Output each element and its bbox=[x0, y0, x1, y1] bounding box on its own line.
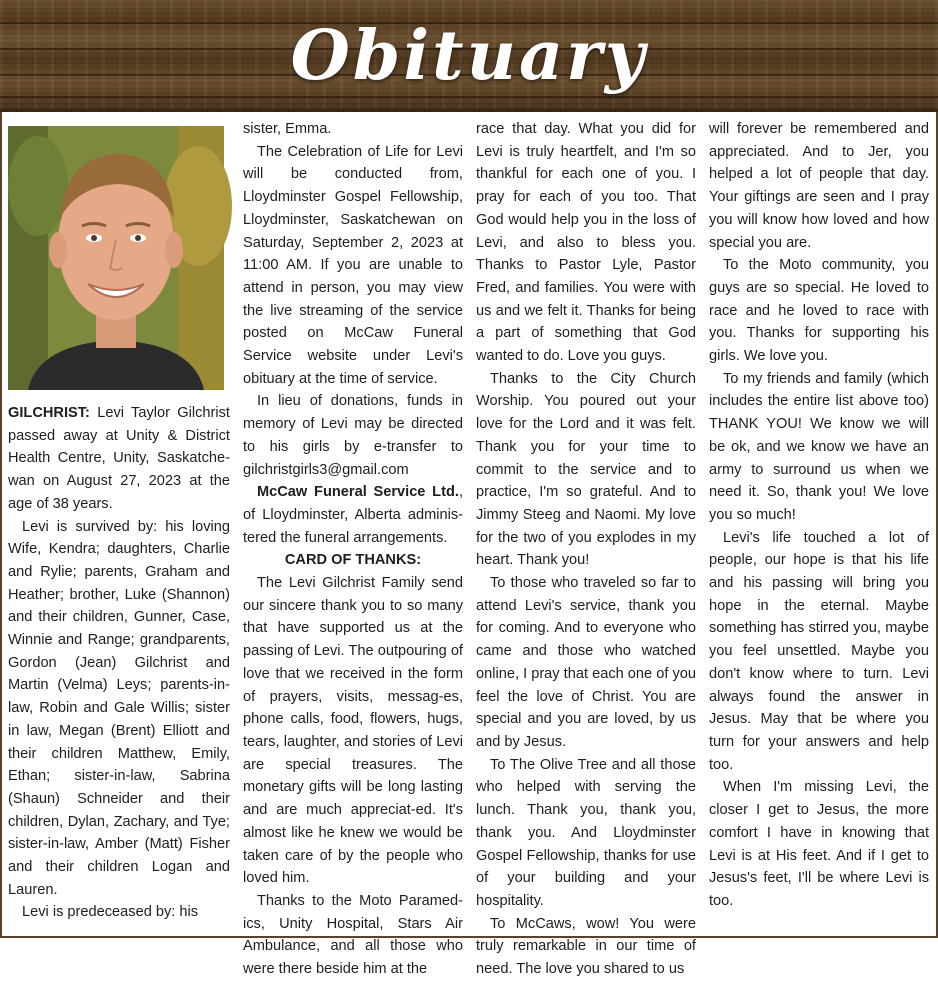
continued-text: will forever be remembered and appreciated. And to Jer, you helped a lot of people that day. Your giftings are seen and I pray you will know how loved and how special you are. bbox=[709, 121, 929, 251]
wood-header-banner bbox=[0, 0, 938, 112]
column-1 bbox=[8, 118, 230, 930]
thanks-friends-paragraph: To my friends and family (which includes the entire list above too) THANK YOU! We know we will be ok, and we know we have an army to surround us when we need it. So, thank you! We love you so much! bbox=[709, 370, 929, 523]
thanks-worship-paragraph: Thanks to the City Church Worship. You poured out your love for the Lord and it was felt. Thank you for your time to commit to the service and to practice, I'm so grateful. And to Jimmy Steeg and Naomi. My love for the two of you explodes in my heart. Thank you! bbox=[476, 370, 696, 569]
survived-by-paragraph: Levi is survived by: his loving Wife, Kendra; daughters, Charlie and Rylie; parents, Graham and Heather; brother, Luke (Shannon) and their children, Gunner, Case, Winnie and Range; grandparents, Gordon (Jean) Gilchrist and Martin (Velma) Leys; parents-in-law, Robin and Gale Willis; sister in law, Megan (Brent) Elliott and their children Matthew, Emily, Ethan; sister-in-law, Sabrina (Shaun) Schneider and their children, Dylan, Zachary, and Tye; sister-in-law, Amber (Matt) Fisher and their children Logan and Lauren. bbox=[8, 518, 230, 898]
intro-text: Levi Taylor Gilchrist passed away at Unity & District Health Centre, Unity, Saskatche-wan on August 27, 2023 at the age of 38 years. bbox=[8, 405, 230, 512]
column-3 bbox=[476, 118, 696, 978]
page-title: Obituary bbox=[290, 16, 648, 96]
funeral-home-text: , of Lloydminster, Alberta adminis-tered the funeral arrangements. bbox=[243, 484, 463, 546]
predeceased-paragraph: Levi is predeceased by: his bbox=[22, 904, 199, 921]
card-of-thanks-heading: CARD OF THANKS: bbox=[284, 552, 422, 569]
column-2 bbox=[243, 118, 463, 978]
deceased-name: GILCHRIST: bbox=[8, 405, 90, 421]
thanks-olive-tree-paragraph: To The Olive Tree and all those who helped with serving the lunch. Thank you, thank you, thank you. And Lloydminster Gospel Fellowship, thanks for use of your building and your hospitality. bbox=[476, 756, 696, 909]
thanks-travelers-paragraph: To those who traveled so far to attend Levi's service, thank you for coming. And to everyone who came and those who watched online, I pray that each one of you feel the love of Christ. You are special and you are loved, by us and by Jesus. bbox=[476, 575, 696, 750]
thanks-mccaws-paragraph: To McCaws, wow! You were truly remarkable in our time of need. The love you shared to us bbox=[476, 915, 696, 978]
portrait-illustration bbox=[8, 126, 224, 390]
thanks-moto-paragraph: To the Moto community, you guys are so special. He loved to race and he loved to race with you. Thanks for supporting his girls. We love you. bbox=[709, 257, 929, 365]
continued-text: race that day. What you did for Levi is truly heartfelt, and I'm so thankful for each one of you. I pray for each of you too. That God would help you in the loss of Levi, and also to bless you. Thanks to Pastor Lyle, Pastor Fred, and families. You were with us and we felt it. Thanks for being a part of something that God wanted to do. Love you guys. bbox=[476, 121, 696, 365]
continued-text: sister, Emma. bbox=[243, 121, 332, 137]
thanks-paramedics-paragraph: Thanks to the Moto Paramed-ics, Unity Hospital, Stars Air Ambulance, and all those who were there beside him at the bbox=[243, 892, 463, 978]
column-4 bbox=[709, 118, 929, 930]
celebration-of-life-paragraph: The Celebration of Life for Levi will be conducted from, Lloydminster Gospel Fellowship, Lloydminster, Saskatchewan on Saturday, September 2, 2023 at 11:00 AM. If you are unable to attend in person, you may view the live streaming of the service posted on McCaw Funeral Service website under Levi's obituary at the time of service. bbox=[243, 143, 463, 387]
closing-paragraph: When I'm missing Levi, the closer I get to Jesus, the more comfort I have in knowing that Levi is at His feet. And if I get to Jesus's feet, I'll be where Levi is too. bbox=[709, 779, 929, 909]
thanks-paragraph: The Levi Gilchrist Family send our sincere thank you to so many that have supported us at the passing of Levi. The outpouring of love that we received in the form of prayers, visits, messag-es, phone calls, food, flowers, hugs, tears, laughter, and stories of Levi are special treasures. The monetary gifts will be long lasting and are much appreciat-ed. It's almost like he knew we would be taken care of by the people who loved him. bbox=[243, 575, 463, 887]
donations-paragraph: In lieu of donations, funds in memory of Levi may be directed to his girls by e-transfer to gilchristgirls3@gmail.com bbox=[243, 393, 463, 478]
hope-paragraph: Levi's life touched a lot of people, our hope is that his life and his passing will bring you hope in the eternal. Maybe something has stirred you, maybe you feel unsettled. Maybe you don't know where to turn. Levi always found the answer in Jesus. May that be where you turn for your answers and help too. bbox=[709, 529, 929, 773]
portrait-photo bbox=[8, 126, 224, 390]
funeral-home-name: McCaw Funeral Service Ltd. bbox=[257, 484, 459, 501]
